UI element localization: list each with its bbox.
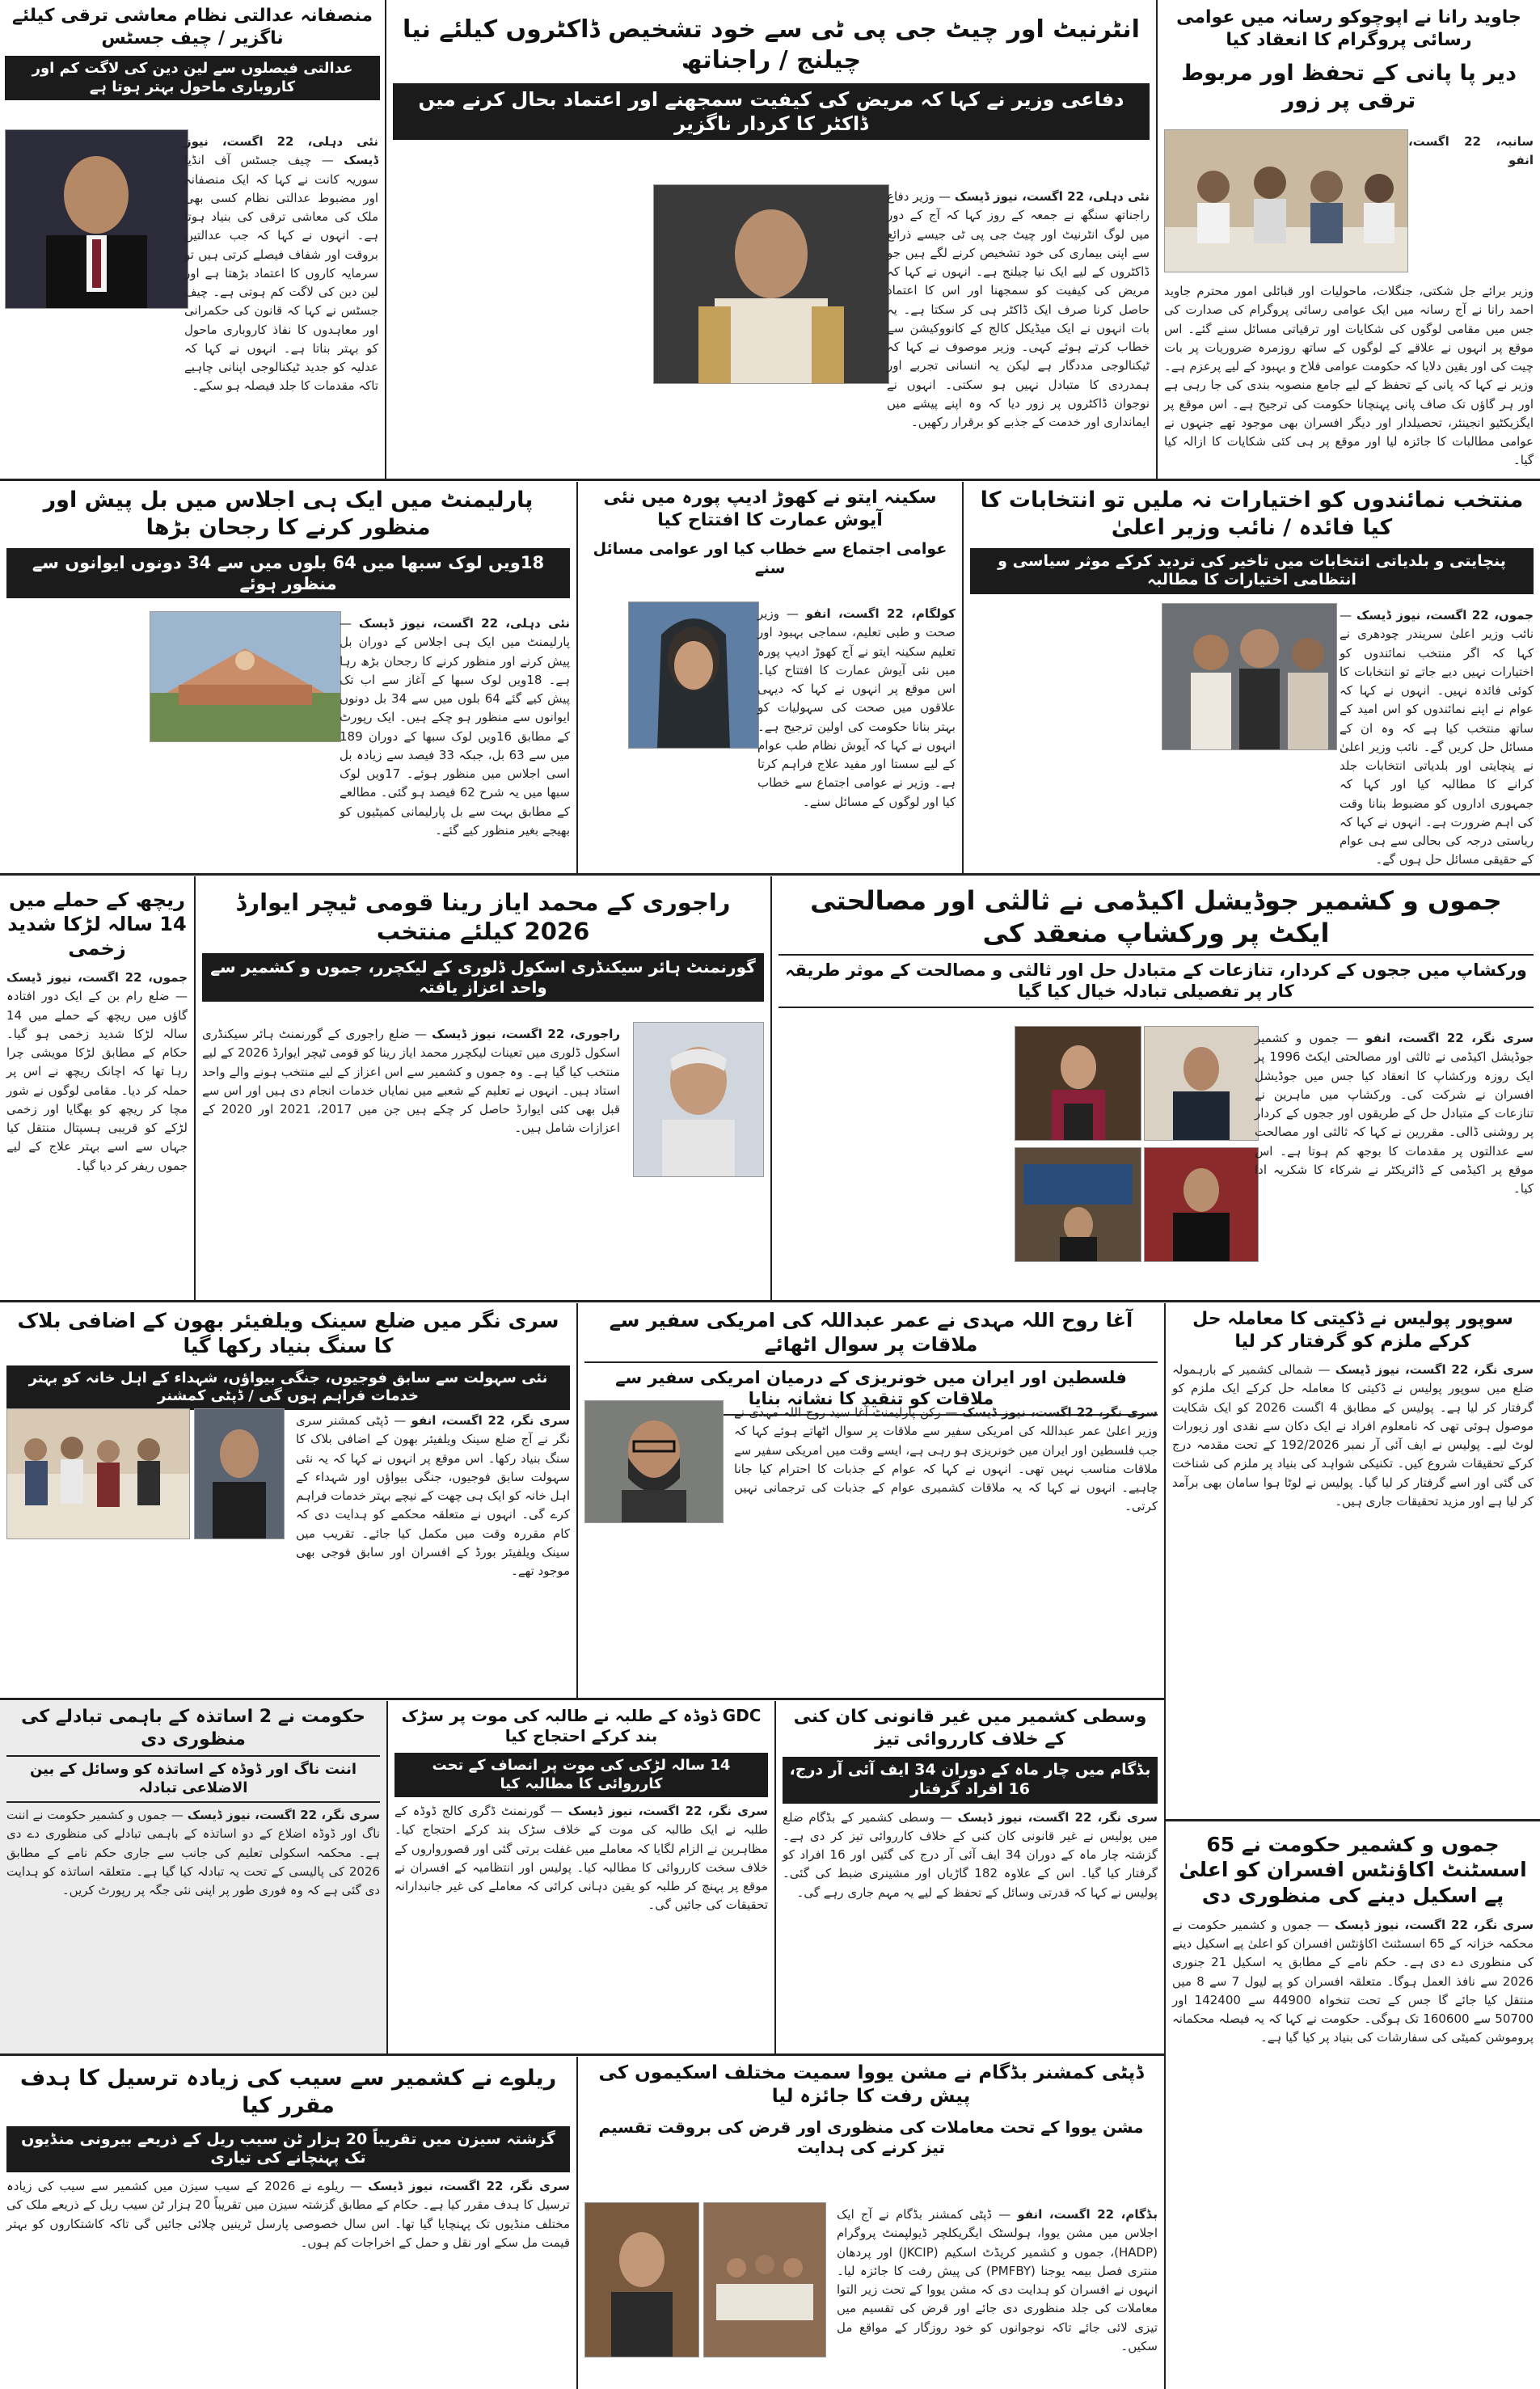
article-body-text: ضلع راجوری کے گورنمنٹ ہائر سیکنڈری اسکول ڈلوری میں تعینات لیکچرر محمد ایاز رینا کو قومی ٹیچر ایوارڈ 2026 کے لیے منتخب کیا گیا ہے۔ وہ جموں و کشمیر سے اس اعزاز کے لیے منتخب ہونے والے واحد استاد ہیں۔ انہوں نے تعلیم کے شعبے میں نمایاں خدمات انجام دی ہیں اور اس سے قبل بھی کئی ایوارڈ حاصل کر چکے ہیں جن میں 2017، 2021 اور 2020 کے اعزازات شامل ہیں۔ — [202, 1027, 621, 1136]
photo-dc-budgam — [584, 2202, 699, 2357]
column-rule — [576, 1303, 578, 1698]
dateline: سری نگر، 22 اگست، نیوز ڈیسک — [1335, 1362, 1534, 1377]
article-water-conservation — [1158, 0, 1540, 479]
dateline: نئی دہلی، 22 اگست، نیوز ڈیسک — [184, 134, 378, 168]
article-body-text: ریلوے نے 2026 کے سیب سیزن میں کشمیر سے سیب کی زیادہ ترسیل کا ہدف مقرر کیا ہے۔ حکام کے مطابق گزشتہ سیزن میں تقریباً 20 ہزار ٹن سیب ریل کے ذریعے ملک کی مختلف منڈیوں تک پہنچایا گیا تھا۔ اس سال خصوصی پارسل ٹرینیں چلائی جائیں گی تاکہ کاشتکاروں کو بہتر قیمت مل سکے اور نقل و حمل کے اخراجات کم ہوں۔ — [6, 2179, 570, 2250]
row-rule — [1166, 1819, 1540, 1821]
row-rule — [0, 873, 1540, 876]
column-rule — [774, 1701, 776, 2053]
photo-judge-one — [1144, 1026, 1259, 1141]
photo-chief-justice — [5, 129, 188, 309]
article-aga-ruhullah — [578, 1303, 1164, 1698]
row-rule — [0, 2053, 1164, 2056]
subhead: گزشتہ سیزن میں تقریباً 20 ہزار ٹن سیب ریل کے ذریعے بیرونی منڈیوں تک پہنچانے کی تیاری — [6, 2126, 570, 2173]
column-rule — [386, 1701, 388, 2053]
photo-deputy-cm — [1162, 603, 1337, 750]
article-body-text: وزیر دفاع راجناتھ سنگھ نے جمعہ کے روز کہا کہ آج کے دور میں لوگ انٹرنیٹ اور چیٹ جی پی ٹی جیسے ذرائع سے اپنی بیماری کی خود تشخیص کرنے لگے ہیں جو ڈاکٹروں کے لیے ایک نیا چیلنج ہے۔ انہوں نے کہا کہ مریض کی کیفیت کو سمجھنا اور اس کا اعتماد حاصل کرنا صرف ایک ڈاکٹر ہی کر سکتا ہے۔ یہ بات انہوں نے ایک میڈیکل کالج کے کانووکیشن سے خطاب کرتے ہوئے کہی۔ وزیر موصوف نے کہا کہ ٹیکنالوجی مددگار ہے لیکن یہ انسانی تجربے اور ہمدردی کا متبادل نہیں ہو سکتی۔ انہوں نے نوجوان ڈاکٹروں پر زور دیا کہ وہ اپنے پیشے میں ایمانداری اور خدمت کے جذبے کو برقرار رکھیں۔ — [887, 189, 1150, 429]
subhead: عدالتی فیصلوں سے لین دین کی لاگت کم اور کاروباری ماحول بہتر ہوتا ہے — [5, 56, 380, 100]
article-body-text: وسطی کشمیر کے بڈگام ضلع میں پولیس نے غیر قانونی کان کنی کے خلاف کارروائی تیز کر دی ہے۔ گزشتہ چار ماہ کے دوران 34 ایف آئی آر درج کی گئیں اور 16 افراد کو گرفتار کیا گیا۔ اس کے علاوہ 182 گاڑیاں اور مشینری ضبط کی گئی۔ پولیس نے کہا کہ قدرتی وسائل کے تحفظ کے لیے یہ مہم جاری رہے گی۔ — [783, 1809, 1158, 1900]
article-accounts-officers — [1166, 1822, 1540, 2389]
column-rule — [385, 0, 386, 479]
photo-mohammad-ayaz-raina — [633, 1022, 764, 1177]
photo-parliament-building — [150, 611, 341, 742]
headline: جموں و کشمیر جوڈیشل اکیڈمی نے ثالثی اور مصالحتی ایکٹ پر ورکشاپ منعقد کی — [810, 885, 1502, 948]
headline: جموں و کشمیر حکومت نے 65 اسسٹنٹ اکاؤنٹس افسران کو اعلیٰ پے اسکیل دینے کی منظوری دی — [1179, 1833, 1527, 1907]
subhead: 14 سالہ لڑکی کی موت پر انصاف کے تحت کارروائی کا مطالبہ کیا — [394, 1753, 768, 1797]
article-teacher-award — [196, 876, 770, 1300]
photo-sakina-itoo — [628, 601, 759, 749]
article-body: نئی دہلی، 22 اگست، نیوز ڈیسک — چیف جسٹس آف انڈیا سوریہ کانت نے کہا کہ ایک منصفانہ اور مضبوط عدالتی نظام کسی بھی ملک کی معاشی ترقی کی بنیاد ہوتا ہے۔ انہوں نے کہا کہ جب عدالتیں بروقت اور شفاف فیصلے کرتی ہیں تو سرمایہ کاروں کا اعتماد بڑھتا ہے اور لین دین کی لاگت کم ہوتی ہے۔ چیف جسٹس نے کہا کہ قانون کی حکمرانی اور معاہدوں کا نفاذ کاروباری ماحول کو بہتر بناتا ہے۔ انہوں نے کہا کہ عدلیہ کو جدید ٹیکنالوجی اپنانی چاہیے تاکہ مقدمات کا جلد فیصلہ ہو سکے۔ — [184, 134, 378, 394]
article-body: راجوری، 22 اگست، نیوز ڈیسک — ضلع راجوری کے گورنمنٹ ہائر سیکنڈری اسکول ڈلوری میں تعینات لیکچرر محمد ایاز رینا کو قومی ٹیچر ایوارڈ 2026 کے لیے منتخب کیا گیا ہے۔ وہ جموں و کشمیر سے اس اعزاز کے لیے منتخب ہونے والے واحد استاد ہیں۔ انہوں نے تعلیم کے شعبے میں نمایاں خدمات انجام دی ہیں اور اس سے قبل بھی کئی ایوارڈ حاصل کر چکے ہیں جن میں 2017، 2021 اور 2020 کے اعزازات شامل ہیں۔ — [202, 1027, 621, 1136]
article-body-text: چیف جسٹس آف انڈیا سوریہ کانت نے کہا کہ ایک منصفانہ اور مضبوط عدالتی نظام کسی بھی ملک کی معاشی ترقی کی بنیاد ہوتا ہے۔ انہوں نے کہا کہ جب عدالتیں بروقت اور شفاف فیصلے کرتی ہیں تو سرمایہ کاروں کا اعتماد بڑھتا ہے اور لین دین کی لاگت کم ہوتی ہے۔ چیف جسٹس نے کہا کہ قانون کی حکمرانی اور معاہدوں کا نفاذ کاروباری ماحول کو بہتر بناتا ہے۔ انہوں نے کہا کہ عدلیہ کو جدید ٹیکنالوجی اپنانی چاہیے تاکہ مقدمات کا جلد فیصلہ ہو سکے۔ — [184, 153, 378, 394]
dateline: سری نگر، 22 اگست، نیوز ڈیسک — [1334, 1917, 1534, 1932]
row-rule — [0, 479, 1540, 481]
photo-minister-meeting — [1164, 129, 1408, 272]
headline: راجوری کے محمد ایاز رینا قومی ٹیچر ایوارڈ 2026 کیلئے منتخب — [235, 888, 731, 946]
dateline: سری نگر، 22 اگست، نیوز ڈیسک — [567, 1804, 768, 1818]
headline: جاوید رانا نے اپوچوکو رسانہ میں عوامی رسائی پروگرام کا انعقاد کیا — [1176, 7, 1521, 50]
photo-judge-two — [1144, 1147, 1259, 1262]
subhead: اننت ناگ اور ڈوڈہ کے اساتذہ کو وسائل کے بین الاضلاعی تبادلہ — [6, 1755, 380, 1803]
article-body: نئی دہلی، 22 اگست، نیوز ڈیسک — وزیر دفاع راجناتھ سنگھ نے جمعہ کے روز کہا کہ آج کے دور میں لوگ انٹرنیٹ اور چیٹ جی پی ٹی جیسے ذرائع سے اپنی بیماری کی خود تشخیص کرنے لگے ہیں جو ڈاکٹروں کے لیے ایک نیا چیلنج ہے۔ انہوں نے کہا کہ مریض کی کیفیت کو سمجھنا اور اس کا اعتماد حاصل کرنا صرف ایک ڈاکٹر ہی کر سکتا ہے۔ یہ بات انہوں نے ایک میڈیکل کالج کے کانووکیشن سے خطاب کرتے ہوئے کہی۔ وزیر موصوف نے کہا کہ ٹیکنالوجی مددگار ہے لیکن یہ انسانی تجربے اور ہمدردی کا متبادل نہیں ہو سکتی۔ انہوں نے نوجوان ڈاکٹروں پر زور دیا کہ وہ اپنے پیشے میں ایمانداری اور خدمت کے جذبے کو برقرار رکھیں۔ — [887, 189, 1150, 429]
article-body: سری نگر، 22 اگست، نیوز ڈیسک — شمالی کشمیر کے بارہمولہ ضلع میں سوپور پولیس نے ڈکیتی کا معاملہ حل کرکے ایک ملزم کو گرفتار کر لیا ہے۔ پولیس کے مطابق 4 اگست 2026 کو ایک شکایت موصول ہوئی تھی کہ نامعلوم افراد نے ایک دکان سے نقدی اور زیورات لوٹ لیے۔ پولیس نے ایف آئی آر نمبر 192/2026 کے تحت مقدمہ درج کرکے تحقیقات شروع کیں۔ تکنیکی شواہد کی بنیاد پر ملزم کی شناخت کی گئی اور اسے گرفتار کر لیا گیا۔ پولیس نے لوٹا ہوا سامان بھی برآمد کر لیا ہے اور مزید تحقیقات جاری ہیں۔ — [1172, 1362, 1534, 1509]
subhead: دیر پا پانی کے تحفظ اور مربوط ترقی پر زور — [1181, 61, 1517, 113]
subhead: مشن یووا کے تحت معاملات کی منظوری اور قرض کی بروقت تقسیم تیز کرنے کی ہدایت — [598, 2117, 1144, 2157]
subhead: بڈگام میں چار ماہ کے دوران 34 ایف آئی آر درج، 16 افراد گرفتار — [783, 1757, 1158, 1804]
subhead: گورنمنٹ ہائر سیکنڈری اسکول ڈلوری کے لیکچرر، جموں و کشمیر سے واحد اعزاز یافتہ — [202, 953, 764, 1002]
article-body-text: شمالی کشمیر کے بارہمولہ ضلع میں سوپور پولیس نے ڈکیتی کا معاملہ حل کرکے ایک ملزم کو گرفتار کر لیا ہے۔ پولیس کے مطابق 4 اگست 2026 کو ایک شکایت موصول ہوئی تھی کہ نامعلوم افراد نے ایک دکان سے نقدی اور زیورات لوٹ لیے۔ پولیس نے ایف آئی آر نمبر 192/2026 کے تحت مقدمہ درج کرکے تحقیقات شروع کیں۔ تکنیکی شواہد کی بنیاد پر ملزم کی شناخت کی گئی اور اسے گرفتار کر لیا گیا۔ پولیس نے لوٹا ہوا سامان بھی برآمد کر لیا ہے اور مزید تحقیقات جاری ہیں۔ — [1172, 1362, 1534, 1509]
article-body-text: ڈپٹی کمشنر سری نگر نے آج ضلع سینک ویلفیئر بھون کے اضافی بلاک کا سنگ بنیاد رکھا۔ اس موقع پر انہوں نے کہا کہ یہ نئی سہولت سابق فوجیوں، جنگی بیواؤں اور شہداء کے اہل خانہ کو ایک ہی چھت کے نیچے بہتر خدمات فراہم کرے گی۔ انہوں نے متعلقہ محکمے کو ہدایت دی کہ کام مقررہ وقت میں مکمل کیا جائے۔ تقریب میں سینک ویلفیئر بورڈ کے افسران اور سابق فوجی بھی موجود تھے۔ — [296, 1413, 570, 1578]
article-body: سری نگر، 22 اگست، انفو — ڈپٹی کمشنر سری نگر نے آج ضلع سینک ویلفیئر بھون کے اضافی بلاک کا سنگ بنیاد رکھا۔ اس موقع پر انہوں نے کہا کہ یہ نئی سہولت سابق فوجیوں، جنگی بیواؤں اور شہداء کے اہل خانہ کو ایک ہی چھت کے نیچے بہتر خدمات فراہم کرے گی۔ انہوں نے متعلقہ محکمے کو ہدایت دی کہ کام مقررہ وقت میں مکمل کیا جائے۔ تقریب میں سینک ویلفیئر بورڈ کے افسران اور سابق فوجی بھی موجود تھے۔ — [296, 1413, 570, 1578]
article-railway-apples — [0, 2057, 576, 2389]
photo-deputy-commissioner — [194, 1408, 285, 1539]
article-body-text: وزیر برائے جل شکتی، جنگلات، ماحولیات اور قبائلی امور محترم جاوید احمد رانا نے آج رسانہ میں ایک عوامی رسائی پروگرام کی صدارت کی جس میں مقامی لوگوں کی شکایات اور ترقیاتی مسائل سنے گئے۔ اس موقع پر انہوں نے علاقے کے لوگوں کے ساتھ روزمرہ ضروریات پر بات چیت کی اور یقین دلایا کہ حکومت عوامی فلاح و بہبود کے لیے پرعزم ہے۔ وزیر نے کہا کہ پانی کے تحفظ کے لیے جامع منصوبہ بندی کی جا رہی ہے اور ہر گاؤں تک صاف پانی پہنچانا حکومت کی ترجیح ہے۔ اس موقع پر ایگزیکٹیو انجینئر، تحصیلدار اور دیگر افسران بھی موجود تھے جنہوں نے عوامی مطالبات کا جائزہ لیا اور موقع پر ہی کئی شکایات کا ازالہ کیا گیا۔ — [1164, 284, 1534, 468]
dateline: جموں، 22 اگست، نیوز ڈیسک — [1356, 608, 1534, 623]
subhead: نئی سہولت سے سابق فوجیوں، جنگی بیواؤں، شہداء کے اہل خانہ کو بہتر خدمات فراہم ہوں گی / ڈپٹی کمشنر — [6, 1365, 570, 1410]
article-body-text: گورنمنٹ ڈگری کالج ڈوڈہ کے طلبہ نے ایک طالبہ کی موت کے خلاف سڑک بند کرکے احتجاج کیا۔ مظاہرین نے الزام لگایا کہ معاملے میں غفلت برتی گئی اور قصورواروں کے خلاف سخت کارروائی کا مطالبہ کیا۔ پولیس اور انتظامیہ کے افسران نے موقع پر پہنچ کر طلبہ کو یقین دہانی کرائی کہ معاملے کی غیر جانبدارانہ تحقیقات کی جائیں گی۔ — [394, 1804, 768, 1913]
column-rule — [1164, 1822, 1166, 2389]
dateline: سانبہ، 22 اگست، انفو — [1408, 134, 1534, 168]
article-body: سری نگر، 22 اگست، نیوز ڈیسک — جموں و کشمیر حکومت نے اننت ناگ اور ڈوڈہ اضلاع کے دو اساتذہ کے باہمی تبادلے کی منظوری دے دی ہے۔ محکمہ اسکولی تعلیم کی جانب سے جاری حکم نامے کے مطابق 2026 کی پالیسی کے تحت یہ تبادلہ کیا گیا ہے۔ متعلقہ اساتذہ کو ہدایت دی گئی ہے کہ وہ فوری طور پر اپنی نئی جگہ پر رپورٹ کریں۔ — [6, 1808, 380, 1897]
article-body: کولگام، 22 اگست، انفو — وزیر صحت و طبی تعلیم، سماجی بہبود اور تعلیم سکینہ ایتو نے آج کھوڑ ادیپ پورہ میں نئی آیوش عمارت کا افتتاح کیا۔ اس موقع پر انہوں نے کہا کہ دیہی علاقوں میں صحت کی سہولیات کو بہتر بنانا حکومت کی اولین ترجیح ہے۔ انہوں نے کہا کہ آیوش نظام طب عوام کے لیے سستا اور مفید علاج فراہم کرتا ہے۔ وزیر نے عوامی اجتماع سے خطاب کیا اور لوگوں کے مسائل سنے۔ — [757, 606, 956, 809]
article-body-text: جموں و کشمیر جوڈیشل اکیڈمی نے ثالثی اور مصالحتی ایکٹ 1996 پر ایک روزہ ورکشاپ کا انعقاد کیا جس میں جوڈیشل افسران نے شرکت کی۔ ورکشاپ میں ماہرین نے تنازعات کے متبادل حل کے طریقوں اور ججوں کے کردار پر روشنی ڈالی۔ مقررین نے کہا کہ ثالثی اور مصالحت سے عدالتوں پر مقدمات کا بوجھ کم ہوتا ہے۔ اس موقع پر اکیڈمی کے ڈائریکٹر نے شرکاء کا شکریہ ادا کیا۔ — [1255, 1031, 1534, 1196]
headline: ریچھ کے حملے میں 14 سالہ لڑکا شدید زخمی — [7, 888, 187, 960]
article-body-text: وزیر صحت و طبی تعلیم، سماجی بہبود اور تعلیم سکینہ ایتو نے آج کھوڑ ادیپ پورہ میں نئی آیوش عمارت کا افتتاح کیا۔ اس موقع پر انہوں نے کہا کہ دیہی علاقوں میں صحت کی سہولیات کو بہتر بنانا حکومت کی اولین ترجیح ہے۔ انہوں نے کہا کہ آیوش نظام طب عوام کے لیے سستا اور مفید علاج فراہم کرتا ہے۔ وزیر نے عوامی اجتماع سے خطاب کیا اور لوگوں کے مسائل سنے۔ — [757, 606, 956, 809]
dateline: سری نگر، 22 اگست، انفو — [411, 1413, 570, 1428]
photo-aga-ruhullah — [584, 1400, 724, 1523]
dateline: سری نگر، 22 اگست، نیوز ڈیسک — [187, 1808, 380, 1822]
article-body-text: رکن پارلیمنٹ آغا سید روح اللہ مہدی نے وزیر اعلیٰ عمر عبداللہ کی امریکی سفیر سے ملاقات پر سوال اٹھاتے ہوئے کہا کہ جب فلسطین اور ایران میں خونریزی ہو رہی ہے، ایسے وقت میں امریکی سفیر سے ملاقات مناسب نہیں تھی۔ انہوں نے کہا کہ عوام کے جذبات کا احترام کیا جانا چاہیے۔ انہوں نے کہا کہ یہ ملاقات کشمیری عوام کے جذبات کی ترجمانی نہیں کرتی۔ — [734, 1405, 1158, 1514]
column-rule — [194, 876, 196, 1300]
dateline: راجوری، 22 اگست، نیوز ڈیسک — [432, 1027, 620, 1041]
article-deputy-cm-powers — [964, 482, 1540, 873]
column-rule — [576, 482, 578, 873]
article-gdc-doda-protest — [388, 1701, 774, 2053]
headline: سکینہ ایتو نے کھوڑ ادیپ پورہ میں نئی آیوش عمارت کا افتتاح کیا — [603, 488, 937, 530]
article-body-text: جموں و کشمیر حکومت نے اننت ناگ اور ڈوڈہ اضلاع کے دو اساتذہ کے باہمی تبادلے کی منظوری دے دی ہے۔ محکمہ اسکولی تعلیم کی جانب سے جاری حکم نامے کے مطابق 2026 کی پالیسی کے تحت یہ تبادلہ کیا گیا ہے۔ متعلقہ اساتذہ کو ہدایت دی گئی ہے کہ وہ فوری طور پر اپنی نئی جگہ پر رپورٹ کریں۔ — [6, 1808, 380, 1897]
headline: سوپور پولیس نے ڈکیتی کا معاملہ حل کرکے ملزم کو گرفتار کر لیا — [1192, 1309, 1513, 1352]
subhead: فلسطین اور ایران میں خونریزی کے درمیان امریکی سفیر سے ملاقات کو تنقید کا نشانہ بنایا — [584, 1361, 1158, 1416]
headline: ڈپٹی کمشنر بڈگام نے مشن یووا سمیت مختلف اسکیموں کی پیش رفت کا جائزہ لیا — [598, 2062, 1144, 2107]
article-body-text: ضلع رام بن کے ایک دور افتادہ گاؤں میں ریچھ کے حملے میں 14 سالہ لڑکا شدید زخمی ہو گیا۔ حکام کے مطابق لڑکا مویشی چرا رہا تھا کہ اچانک ریچھ نے اس پر حملہ کر دیا۔ مقامی لوگوں نے شور مچا کر ریچھ کو بھگایا اور زخمی لڑکے کو قریبی ہسپتال منتقل کیا جہاں سے اسے بہتر علاج کے لیے جموں ریفر کر دیا گیا۔ — [6, 989, 188, 1173]
dateline: کولگام، 22 اگست، انفو — [805, 606, 956, 621]
subhead: دفاعی وزیر نے کہا کہ مریض کی کیفیت سمجھنے اور اعتماد بحال کرنے میں ڈاکٹر کا کردار ناگزیر — [393, 83, 1150, 140]
subhead: 18ویں لوک سبھا میں 64 بلوں میں سے 34 دونوں ایوانوں سے منظور ہوئے — [6, 548, 570, 599]
headline: انٹرنیٹ اور چیٹ جی پی ٹی سے خود تشخیص ڈاکٹروں کیلئے نیا چیلنج / راجناتھ — [403, 15, 1140, 74]
dateline: سری نگر، 22 اگست، انفو — [1365, 1031, 1534, 1045]
article-body: سری نگر، 22 اگست، نیوز ڈیسک — گورنمنٹ ڈگری کالج ڈوڈہ کے طلبہ نے ایک طالبہ کی موت کے خلاف سڑک بند کرکے احتجاج کیا۔ مظاہرین نے الزام لگایا کہ معاملے میں غفلت برتی گئی اور قصورواروں کے خلاف سخت کارروائی کا مطالبہ کیا۔ پولیس اور انتظامیہ کے افسران نے موقع پر پہنچ کر طلبہ کو یقین دہانی کرائی کہ معاملے کی غیر جانبدارانہ تحقیقات کی جائیں گی۔ — [394, 1804, 768, 1913]
photo-foundation-ceremony — [6, 1408, 190, 1539]
article-body: بڈگام، 22 اگست، انفو — ڈپٹی کمشنر بڈگام نے آج ایک اجلاس میں مشن یووا، ہولسٹک ایگریکلچر ڈیولپمنٹ پروگرام (HADP)، جموں و کشمیر کریڈٹ اسکیم (JKCIP) اور پردھان منتری فصل بیمہ یوجنا (PMFBY) کی پیش رفت کا جائزہ لیا۔ انہوں نے افسران کو ہدایت دی کہ مشن یووا کے تحت زیر التوا معاملات کی جلد منظوری دی جائے اور قرض کی تقسیم میں تیزی لائی جائے تاکہ نوجوانوں کو خود روزگار کے مواقع مل سکیں۔ — [837, 2207, 1158, 2353]
headline: سری نگر میں ضلع سینک ویلفیئر بھون کے اضافی بلاک کا سنگ بنیاد رکھا گیا — [17, 1309, 559, 1358]
photo-academy-sign — [1015, 1147, 1141, 1262]
headline: آغا روح اللہ مہدی نے عمر عبداللہ کی امریکی سفیر سے ملاقات پر سوال اٹھائے — [609, 1309, 1133, 1356]
article-body: سری نگر، 22 اگست، نیوز ڈیسک — رکن پارلیمنٹ آغا سید روح اللہ مہدی نے وزیر اعلیٰ عمر عبداللہ کی امریکی سفیر سے ملاقات پر سوال اٹھاتے ہوئے کہا کہ جب فلسطین اور ایران میں خونریزی ہو رہی ہے، ایسے وقت میں امریکی سفیر سے ملاقات مناسب نہیں تھی۔ انہوں نے کہا کہ عوام کے جذبات کا احترام کیا جانا چاہیے۔ انہوں نے کہا کہ یہ ملاقات کشمیری عوام کے جذبات کی ترجمانی نہیں کرتی۔ — [734, 1405, 1158, 1514]
article-bear-attack — [0, 876, 194, 1300]
article-body: سری نگر، 22 اگست، انفو — جموں و کشمیر جوڈیشل اکیڈمی نے ثالثی اور مصالحتی ایکٹ 1996 پر ایک روزہ ورکشاپ کا انعقاد کیا جس میں جوڈیشل افسران نے شرکت کی۔ ورکشاپ میں ماہرین نے تنازعات کے متبادل حل کے طریقوں اور ججوں کے کردار پر روشنی ڈالی۔ مقررین نے کہا کہ ثالثی اور مصالحت سے عدالتوں پر مقدمات کا بوجھ کم ہوتا ہے۔ اس موقع پر اکیڈمی کے ڈائریکٹر نے شرکاء کا شکریہ ادا کیا۔ — [1255, 1031, 1534, 1196]
article-sainik-bhawan — [0, 1303, 576, 1698]
dateline: سری نگر، 22 اگست، نیوز ڈیسک — [957, 1809, 1158, 1825]
article-body: نئی دہلی، 22 اگست، نیوز ڈیسک — پارلیمنٹ میں ایک ہی اجلاس کے دوران بل پیش کرنے اور منظور کرنے کا رجحان بڑھ رہا ہے۔ 18ویں لوک سبھا کے آغاز سے اب تک پیش کیے گئے 64 بلوں میں سے 34 بل دونوں ایوانوں سے منظور ہو چکے ہیں۔ ایک رپورٹ کے مطابق 16ویں لوک سبھا کے دوران 189 میں سے 63 بل، جبکہ 33 فیصد سے زیادہ بل اسی اجلاس میں منظور ہوئے۔ 17ویں لوک سبھا میں یہ شرح 62 فیصد ہو گئی۔ مطالعے کے مطابق بہت سے بل پارلیمانی کمیٹیوں کو بھیجے بغیر منظور کیے گئے۔ — [340, 616, 571, 838]
article-body: سری نگر، 22 اگست، نیوز ڈیسک — وسطی کشمیر کے بڈگام ضلع میں پولیس نے غیر قانونی کان کنی کے خلاف کارروائی تیز کر دی ہے۔ گزشتہ چار ماہ کے دوران 34 ایف آئی آر درج کی گئیں اور 16 افراد کو گرفتار کیا گیا۔ اس کے علاوہ 182 گاڑیاں اور مشینری ضبط کی گئی۔ پولیس نے کہا کہ قدرتی وسائل کے تحفظ کے لیے یہ مہم جاری رہے گی۔ — [783, 1809, 1158, 1900]
row-rule — [0, 1698, 1164, 1700]
article-sakina-itoo — [578, 482, 962, 873]
article-body-text: جموں و کشمیر حکومت نے محکمہ خزانہ کے 65 اسسٹنٹ اکاؤنٹس افسران کو اعلیٰ پے اسکیل دینے کی منظوری دے دی ہے۔ حکم نامے کے مطابق یہ اسکیل 21 جنوری 2026 سے نافذ العمل ہوگا۔ متعلقہ افسران کو پے لیول 7 سے 8 میں منتقل کیا جائے گا جس کے تحت تنخواہ 44900 سے 142400 اور 50700 سے 160600 تک ہوگی۔ حکومت نے کہا کہ یہ فیصلہ محکمانہ پروموشن کمیٹی کی سفارشات کی بنیاد پر کیا گیا ہے۔ — [1172, 1917, 1534, 2045]
dateline: نئی دہلی، 22 اگست، نیوز ڈیسک — [954, 189, 1150, 204]
article-body-continued — [772, 1026, 1019, 1300]
dateline: سری نگر، 22 اگست، نیوز ڈیسک — [368, 2179, 570, 2193]
article-body: جموں، 22 اگست، نیوز ڈیسک — ضلع رام بن کے ایک دور افتادہ گاؤں میں ریچھ کے حملے میں 14 سالہ لڑکا شدید زخمی ہو گیا۔ حکام کے مطابق لڑکا مویشی چرا رہا تھا کہ اچانک ریچھ نے اس پر حملہ کر دیا۔ مقامی لوگوں نے شور مچا کر ریچھ کو بھگایا اور زخمی لڑکے کو قریبی ہسپتال منتقل کیا جہاں سے اسے بہتر علاج کے لیے جموں ریفر کر دیا گیا۔ — [6, 970, 188, 1173]
article-illegal-mining — [776, 1701, 1164, 2053]
photo-rajnath-singh — [653, 184, 889, 384]
dateline: جموں، 22 اگست، نیوز ڈیسک — [6, 970, 188, 985]
photo-workshop-speaker — [1015, 1026, 1141, 1141]
column-rule — [962, 482, 964, 873]
column-rule — [1156, 0, 1158, 479]
article-teacher-transfer — [0, 1701, 386, 2053]
headline: منصفانہ عدالتی نظام معاشی ترقی کیلئے ناگزیر / چیف جسٹس — [11, 6, 373, 49]
headline: حکومت نے 2 اساتذہ کے باہمی تبادلے کی منظوری دی — [21, 1707, 365, 1750]
dateline: نئی دہلی، 22 اگست، نیوز ڈیسک — [358, 616, 570, 631]
article-body — [1402, 129, 1540, 281]
article-body: جموں، 22 اگست، نیوز ڈیسک — نائب وزیر اعلیٰ سریندر چودھری نے کہا کہ اگر منتخب نمائندوں کو اختیارات نہیں دیے جاتے تو انتخابات کا کوئی فائدہ نہیں۔ انہوں نے کہا کہ عوام نے اپنے نمائندوں کو اس امید کے ساتھ منتخب کیا ہے کہ وہ ان کے مسائل حل کریں گے۔ نائب وزیر اعلیٰ نے پنچایتی اور بلدیاتی انتخابات جلد کرانے کا مطالبہ کیا اور کہا کہ جمہوری اداروں کو مضبوط بنانا وقت کی اہم ضرورت ہے۔ انہوں نے کہا کہ ریاستی درجہ کی بحالی سے ہی عوام کے حقیقی مسائل حل ہوں گے۔ — [1340, 608, 1534, 867]
headline: وسطی کشمیر میں غیر قانونی کان کنی کے خلاف کارروائی تیز — [793, 1707, 1147, 1750]
article-body: سری نگر، 22 اگست، نیوز ڈیسک — ریلوے نے 2026 کے سیب سیزن میں کشمیر سے سیب کی زیادہ ترسیل کا ہدف مقرر کیا ہے۔ حکام کے مطابق گزشتہ سیزن میں تقریباً 20 ہزار ٹن سیب ریل کے ذریعے ملک کی مختلف منڈیوں تک پہنچایا گیا تھا۔ اس سال خصوصی پارسل ٹرینیں چلائی جائیں گی تاکہ کاشتکاروں کو بہتر قیمت مل سکے اور نقل و حمل کے اخراجات کم ہوں۔ — [6, 2179, 570, 2250]
article-mission-yuva — [578, 2057, 1164, 2389]
row-rule — [0, 1300, 1540, 1302]
headline: ریلوے نے کشمیر سے سیب کی زیادہ ترسیل کا ہدف مقرر کیا — [19, 2066, 557, 2118]
article-body-text: نائب وزیر اعلیٰ سریندر چودھری نے کہا کہ اگر منتخب نمائندوں کو اختیارات نہیں دیے جاتے تو انتخابات کا کوئی فائدہ نہیں۔ انہوں نے کہا کہ عوام نے اپنے نمائندوں کو اس امید کے ساتھ منتخب کیا ہے کہ وہ ان کے مسائل حل کریں گے۔ نائب وزیر اعلیٰ نے پنچایتی اور بلدیاتی انتخابات جلد کرانے کا مطالبہ کیا اور کہا کہ جمہوری اداروں کو مضبوط بنانا وقت کی اہم ضرورت ہے۔ انہوں نے کہا کہ ریاستی درجہ کی بحالی سے ہی عوام کے حقیقی مسائل حل ہوں گے۔ — [1340, 627, 1534, 867]
column-rule — [576, 2057, 578, 2389]
article-chief-justice — [0, 0, 385, 479]
article-judicial-academy — [772, 876, 1540, 1300]
article-body-text: ڈپٹی کمشنر بڈگام نے آج ایک اجلاس میں مشن یووا، ہولسٹک ایگریکلچر ڈیولپمنٹ پروگرام (HADP)، جموں و کشمیر کریڈٹ اسکیم (JKCIP) اور پردھان منتری فصل بیمہ یوجنا (PMFBY) کی پیش رفت کا جائزہ لیا۔ انہوں نے افسران کو ہدایت دی کہ مشن یووا کے تحت زیر التوا معاملات کی جلد منظوری دی جائے اور قرض کی تقسیم میں تیزی لائی جائے تاکہ نوجوانوں کو خود روزگار کے مواقع مل سکیں۔ — [837, 2207, 1158, 2353]
article-rajnath-chatgpt — [386, 0, 1156, 479]
dateline: بڈگام، 22 اگست، انفو — [1017, 2207, 1158, 2222]
photo-review-meeting — [703, 2202, 826, 2357]
headline: منتخب نمائندوں کو اختیارات نہ ملیں تو انتخابات کا کیا فائدہ / نائب وزیر اعلیٰ — [980, 488, 1524, 540]
article-body: سری نگر، 22 اگست، نیوز ڈیسک — جموں و کشمیر حکومت نے محکمہ خزانہ کے 65 اسسٹنٹ اکاؤنٹس افسران کو اعلیٰ پے اسکیل دینے کی منظوری دے دی ہے۔ حکم نامے کے مطابق یہ اسکیل 21 جنوری 2026 سے نافذ العمل ہوگا۔ متعلقہ افسران کو پے لیول 7 سے 8 میں منتقل کیا جائے گا جس کے تحت تنخواہ 44900 سے 142400 اور 50700 سے 160600 تک ہوگی۔ حکومت نے کہا کہ یہ فیصلہ محکمانہ پروموشن کمیٹی کی سفارشات کی بنیاد پر کیا گیا ہے۔ — [1172, 1917, 1534, 2045]
dateline: سری نگر، 22 اگست، نیوز ڈیسک — [962, 1405, 1158, 1420]
subhead: عوامی اجتماع سے خطاب کیا اور عوامی مسائل سنے — [593, 540, 947, 577]
subhead: ورکشاپ میں ججوں کے کردار، تنازعات کے متبادل حل اور ثالثی و مصالحت کے موثر طریقہ کار پر تفصیلی تبادلہ خیال کیا گیا — [778, 954, 1534, 1008]
subhead: پنچایتی و بلدیاتی انتخابات میں تاخیر کی تردید کرکے موثر سیاسی و انتظامی اختیارات کا مطالبہ — [970, 548, 1534, 595]
headline: پارلیمنٹ میں ایک ہی اجلاس میں بل پیش اور منظور کرنے کا رجحان بڑھا — [43, 488, 534, 540]
headline: GDC ڈوڈہ کے طلبہ نے طالبہ کی موت پر سڑک بند کرکے احتجاج کیا — [401, 1706, 762, 1745]
article-parliament-bills — [0, 482, 576, 873]
article-body-text: پارلیمنٹ میں ایک ہی اجلاس کے دوران بل پیش کرنے اور منظور کرنے کا رجحان بڑھ رہا ہے۔ 18ویں لوک سبھا کے آغاز سے اب تک پیش کیے گئے 64 بلوں میں سے 34 بل دونوں ایوانوں سے منظور ہو چکے ہیں۔ ایک رپورٹ کے مطابق 16ویں لوک سبھا کے دوران 189 میں سے 63 بل، جبکہ 33 فیصد سے زیادہ بل اسی اجلاس میں منظور ہوئے۔ 17ویں لوک سبھا میں یہ شرح 62 فیصد ہو گئی۔ مطالعے کے مطابق بہت سے بل پارلیمانی کمیٹیوں کو بھیجے بغیر منظور کیے گئے۔ — [340, 635, 571, 838]
column-rule — [770, 876, 772, 1300]
